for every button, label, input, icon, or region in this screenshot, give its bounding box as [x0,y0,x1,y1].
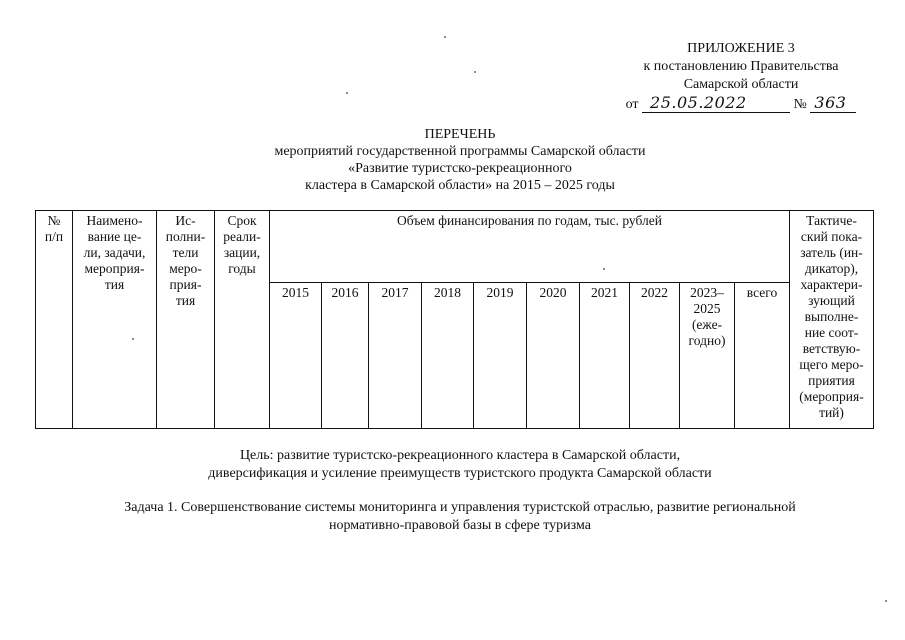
goal-block [120,447,800,483]
scan-speck [474,71,476,73]
header-period: Срок реали- зации, годы [215,211,270,429]
scan-speck [603,268,605,270]
task-block [60,499,860,535]
year-cell: 2016 [322,283,369,429]
header-name: Наимено- вание це- ли, задачи, мероприя- тия [73,211,157,429]
scan-speck [444,36,446,38]
goal-line-2: диверсификация и усиление преимуществ туристского продукта Самарской области [208,466,712,481]
year-cell-2023-2025: 2023– 2025 (еже- годно) [680,283,735,429]
goal-line-1: Цель: развитие туристско-рекреационного кластера в Самарской области, [239,448,681,463]
document-heading [160,126,760,194]
year-cell: 2021 [580,283,630,429]
year-cell: 2017 [369,283,422,429]
appendix-date-line [610,94,872,114]
header-financing: Объем финансирования по годам, тыс. рублей [270,211,790,283]
heading-line-3: кластера в Самарской области» на 2015 – 2025 годы [305,178,615,193]
task-line-1: Задача 1. Совершенствование системы мониторинга и управления туристской отраслью, развитие региональной [124,500,796,515]
header-num: № п/п [36,211,73,429]
document-title: ПЕРЕЧЕНЬ [424,127,496,142]
scan-speck [132,338,134,340]
year-cell: 2022 [630,283,680,429]
heading-line-1: мероприятий государственной программы Самарской области [274,144,646,159]
appendix-line-3: Самарской области [683,77,799,92]
measures-table [35,210,874,429]
year-cell: 2019 [474,283,527,429]
appendix-line-2: к постановлению Правительства [643,59,839,74]
header-indicator: Тактиче- ский пока- затель (ин- дикатор), характери- зующий выполне- ние соот- ветствую- щего меро- приятия (мероприя- тий) [790,211,874,429]
appendix-title: ПРИЛОЖЕНИЕ 3 [687,41,795,56]
number-label: № [793,97,807,112]
from-label: от [625,97,639,112]
task-line-2: нормативно-правовой базы в сфере туризма [328,518,591,533]
handwritten-number: 363 [810,94,856,113]
year-cell: 2020 [527,283,580,429]
header-executors: Ис- полни- тели меро- прия- тия [157,211,215,429]
year-cell: 2015 [270,283,322,429]
handwritten-date: 25.05.2022 [642,94,790,113]
scan-speck [346,92,348,94]
year-cell: 2018 [422,283,474,429]
total-cell: всего [735,283,790,429]
appendix-block [610,40,872,114]
scan-speck [885,600,887,602]
heading-line-2: «Развитие туристско-рекреационного [348,161,572,176]
